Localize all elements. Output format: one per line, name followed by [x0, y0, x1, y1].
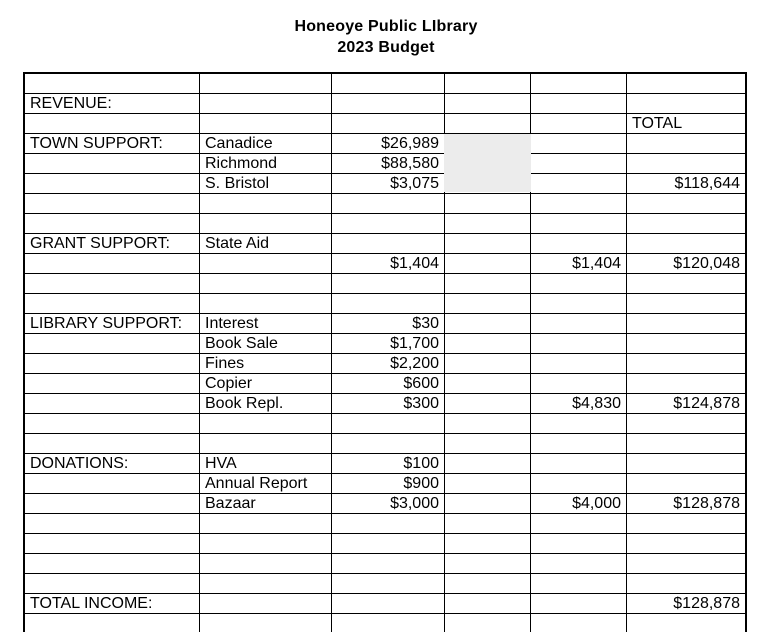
- table-cell: Canadice: [200, 134, 332, 154]
- table-cell: LIBRARY SUPPORT:: [25, 314, 200, 334]
- table-cell: $1,700: [332, 334, 445, 354]
- table-cell: [25, 614, 200, 632]
- table-cell: [25, 114, 200, 134]
- table-cell: [25, 494, 200, 514]
- table-cell: [25, 574, 200, 594]
- table-cell: [25, 354, 200, 374]
- table-cell: Book Repl.: [200, 394, 332, 414]
- table-cell: [25, 254, 200, 274]
- table-cell: [531, 374, 627, 394]
- table-cell: [25, 214, 200, 234]
- table-cell: [627, 614, 745, 632]
- table-cell: [332, 534, 445, 554]
- table-cell: [531, 134, 627, 154]
- table-cell: $120,048: [627, 254, 745, 274]
- table-cell: Copier: [200, 374, 332, 394]
- table-cell: [332, 94, 445, 114]
- table-cell: [531, 434, 627, 454]
- table-cell: [531, 354, 627, 374]
- table-cell: [332, 594, 445, 614]
- table-cell: [445, 594, 531, 614]
- table-cell: [445, 294, 531, 314]
- table-cell: [627, 514, 745, 534]
- table-cell: [531, 574, 627, 594]
- table-cell: [25, 434, 200, 454]
- table-cell: [200, 514, 332, 534]
- table-cell: [332, 554, 445, 574]
- table-cell: $4,000: [531, 494, 627, 514]
- table-cell: [332, 434, 445, 454]
- table-cell: TOWN SUPPORT:: [25, 134, 200, 154]
- table-cell: [531, 234, 627, 254]
- table-cell: [627, 334, 745, 354]
- table-cell: [445, 74, 531, 94]
- table-cell: [627, 454, 745, 474]
- table-cell: [531, 294, 627, 314]
- table-cell: [200, 434, 332, 454]
- table-cell: [445, 614, 531, 632]
- table-cell: [627, 214, 745, 234]
- table-cell: [627, 374, 745, 394]
- table-cell: Book Sale: [200, 334, 332, 354]
- table-cell: [332, 414, 445, 434]
- document-subtitle: 2023 Budget: [337, 39, 435, 56]
- table-cell: [531, 194, 627, 214]
- table-cell: [627, 314, 745, 334]
- table-cell: [627, 574, 745, 594]
- table-cell: [25, 514, 200, 534]
- table-cell: [445, 474, 531, 494]
- table-cell: [332, 214, 445, 234]
- table-cell: $1,404: [531, 254, 627, 274]
- table-cell: [627, 414, 745, 434]
- table-cell: [25, 274, 200, 294]
- table-cell: [25, 174, 200, 194]
- table-cell: [25, 294, 200, 314]
- table-cell: $100: [332, 454, 445, 474]
- table-cell: [531, 154, 627, 174]
- table-cell: [445, 334, 531, 354]
- table-cell: [531, 514, 627, 534]
- table-cell: [332, 114, 445, 134]
- table-cell: [445, 494, 531, 514]
- table-cell: [332, 74, 445, 94]
- table-cell: [200, 554, 332, 574]
- table-cell: [200, 534, 332, 554]
- table-cell: [531, 114, 627, 134]
- table-cell: [445, 234, 531, 254]
- table-cell: [531, 334, 627, 354]
- table-cell: [627, 94, 745, 114]
- table-cell: [627, 554, 745, 574]
- table-cell: [25, 554, 200, 574]
- table-cell: [200, 194, 332, 214]
- table-cell: [25, 154, 200, 174]
- table-cell: [200, 614, 332, 632]
- table-cell: [25, 394, 200, 414]
- table-cell: [531, 474, 627, 494]
- table-cell: [445, 434, 531, 454]
- table-cell: [332, 274, 445, 294]
- table-cell: [200, 214, 332, 234]
- table-cell: [531, 214, 627, 234]
- table-cell: [25, 474, 200, 494]
- table-cell: [445, 454, 531, 474]
- table-cell: [25, 534, 200, 554]
- table-cell: GRANT SUPPORT:: [25, 234, 200, 254]
- table-cell: Interest: [200, 314, 332, 334]
- table-cell: [627, 134, 745, 154]
- table-cell: [531, 534, 627, 554]
- table-cell: [531, 314, 627, 334]
- table-cell: [332, 614, 445, 632]
- table-cell: [531, 94, 627, 114]
- table-cell: [332, 294, 445, 314]
- table-cell: [627, 434, 745, 454]
- table-cell: [531, 274, 627, 294]
- table-cell: [627, 194, 745, 214]
- table-cell: [332, 574, 445, 594]
- table-cell: [200, 294, 332, 314]
- table-cell: $3,000: [332, 494, 445, 514]
- table-cell: [531, 614, 627, 632]
- table-cell: [627, 354, 745, 374]
- table-cell: [531, 554, 627, 574]
- table-cell: [445, 534, 531, 554]
- table-cell: [25, 194, 200, 214]
- table-cell: [332, 194, 445, 214]
- table-cell: $118,644: [627, 174, 745, 194]
- table-cell: [25, 374, 200, 394]
- table-cell: [200, 414, 332, 434]
- table-cell: [627, 534, 745, 554]
- table-cell: [445, 554, 531, 574]
- table-cell: $900: [332, 474, 445, 494]
- table-cell: [627, 294, 745, 314]
- table-cell: [200, 274, 332, 294]
- table-cell: $30: [332, 314, 445, 334]
- table-cell: Bazaar: [200, 494, 332, 514]
- table-cell: TOTAL INCOME:: [25, 594, 200, 614]
- table-cell: [445, 354, 531, 374]
- table-cell: $128,878: [627, 594, 745, 614]
- table-cell: [445, 314, 531, 334]
- table-cell: [445, 214, 531, 234]
- table-cell: [627, 234, 745, 254]
- table-cell: [445, 274, 531, 294]
- table-cell: [332, 234, 445, 254]
- table-cell: REVENUE:: [25, 94, 200, 114]
- table-cell: $300: [332, 394, 445, 414]
- document-title: Honeoye Public LIbrary: [294, 18, 478, 35]
- table-cell: [445, 374, 531, 394]
- table-cell: $600: [332, 374, 445, 394]
- table-cell: [200, 574, 332, 594]
- table-cell: $3,075: [332, 174, 445, 194]
- table-cell: $1,404: [332, 254, 445, 274]
- document-header: [0, 16, 772, 58]
- table-cell: [445, 514, 531, 534]
- table-cell: [200, 594, 332, 614]
- table-cell: HVA: [200, 454, 332, 474]
- table-cell: $88,580: [332, 154, 445, 174]
- table-cell: [445, 394, 531, 414]
- table-cell: [200, 74, 332, 94]
- budget-table: [23, 72, 747, 632]
- table-cell: [200, 94, 332, 114]
- table-cell: $128,878: [627, 494, 745, 514]
- table-cell: [531, 594, 627, 614]
- table-cell: [627, 154, 745, 174]
- table-cell: [445, 574, 531, 594]
- table-cell: [531, 414, 627, 434]
- table-cell: $2,200: [332, 354, 445, 374]
- table-cell: [627, 74, 745, 94]
- table-cell: DONATIONS:: [25, 454, 200, 474]
- table-cell: [531, 454, 627, 474]
- table-cell: [25, 334, 200, 354]
- table-cell: [627, 474, 745, 494]
- table-cell: $4,830: [531, 394, 627, 414]
- table-cell: $26,989: [332, 134, 445, 154]
- table-cell: [332, 514, 445, 534]
- table-cell: [445, 94, 531, 114]
- table-cell: $124,878: [627, 394, 745, 414]
- table-cell: TOTAL: [627, 114, 745, 134]
- table-cell: Fines: [200, 354, 332, 374]
- table-cell: [531, 74, 627, 94]
- redaction-box: [444, 134, 531, 192]
- table-cell: Annual Report: [200, 474, 332, 494]
- table-cell: [531, 174, 627, 194]
- table-cell: [200, 114, 332, 134]
- table-cell: [445, 254, 531, 274]
- table-cell: State Aid: [200, 234, 332, 254]
- table-cell: [200, 254, 332, 274]
- table-cell: [25, 74, 200, 94]
- table-cell: [445, 114, 531, 134]
- table-cell: [25, 414, 200, 434]
- table-cell: [627, 274, 745, 294]
- table-cell: Richmond: [200, 154, 332, 174]
- table-cell: S. Bristol: [200, 174, 332, 194]
- table-cell: [445, 194, 531, 214]
- table-cell: [445, 414, 531, 434]
